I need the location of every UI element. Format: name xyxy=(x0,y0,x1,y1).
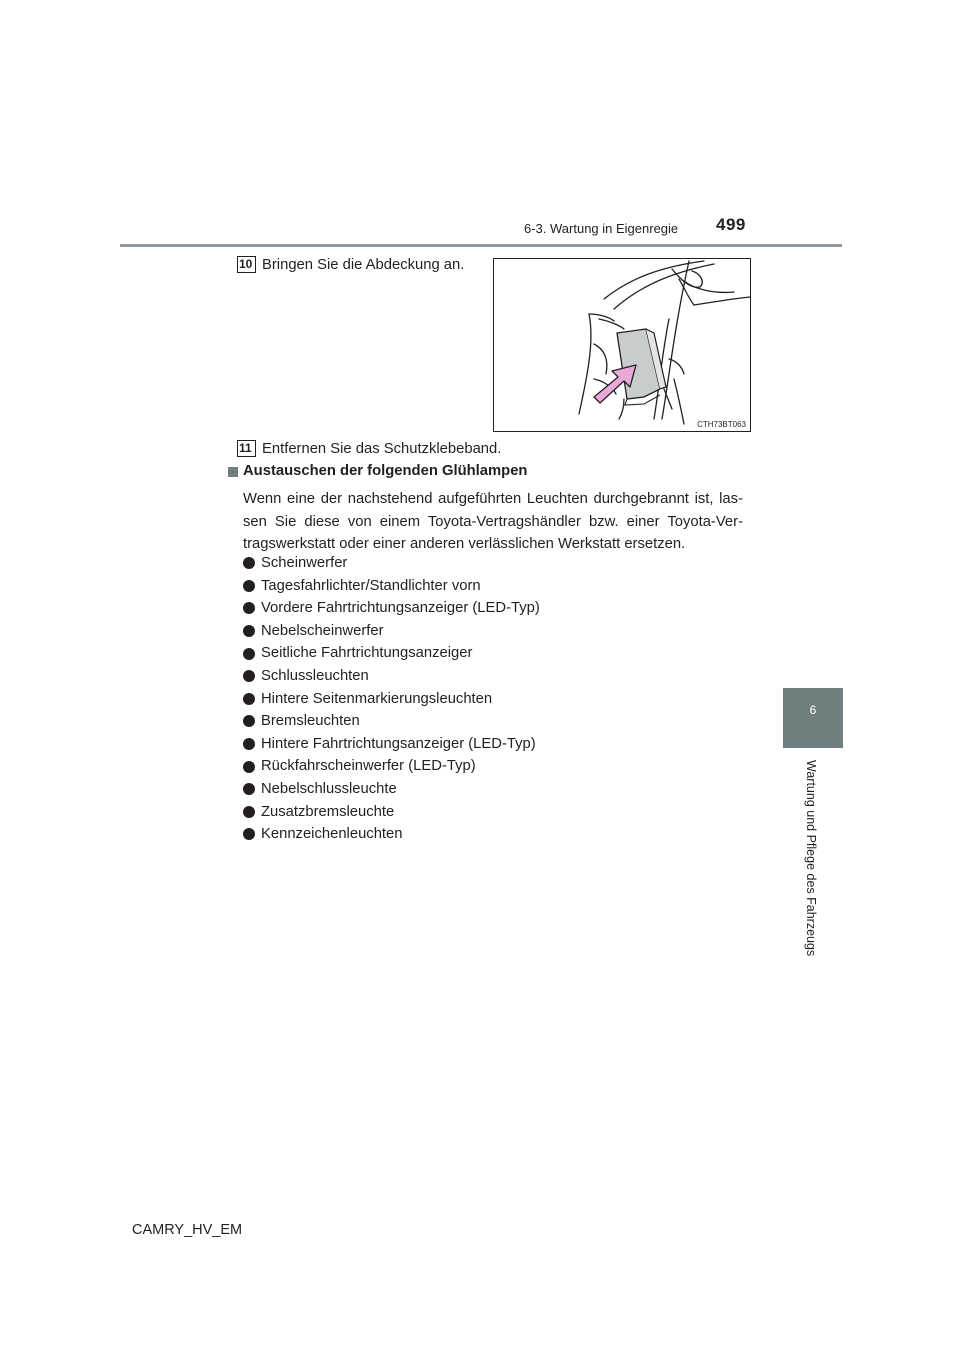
bulb-list xyxy=(243,552,540,846)
bullet-icon xyxy=(243,648,255,660)
section-heading: Austauschen der folgenden Glühlampen xyxy=(243,463,528,479)
bullet-icon xyxy=(243,693,255,705)
chapter-tab xyxy=(783,688,843,748)
list-item-label: Tagesfahrlichter/Standlichter vorn xyxy=(261,577,481,594)
section-marker-icon xyxy=(228,467,238,477)
step-text: Entfernen Sie das Schutzklebeband. xyxy=(262,441,502,457)
list-item-label: Bremsleuchten xyxy=(261,713,360,730)
chapter-title: Wartung und Pflege des Fahrzeugs xyxy=(804,760,818,957)
bullet-icon xyxy=(243,625,255,637)
list-item xyxy=(243,778,540,801)
step-number-badge: 10 xyxy=(237,256,256,273)
paragraph-line: Wenn eine der nachstehend aufgeführten Leuchten durchgebrannt ist, las- xyxy=(243,491,743,507)
paragraph-line: sen Sie diese von einem Toyota-Vertragshändler bzw. einer Toyota-Ver- xyxy=(243,513,743,530)
list-item xyxy=(243,733,540,756)
list-item xyxy=(243,710,540,733)
figure-code: CTH73BT063 xyxy=(697,420,746,429)
list-item xyxy=(243,665,540,688)
list-item xyxy=(243,575,540,598)
bullet-icon xyxy=(243,738,255,750)
page-number: 499 xyxy=(716,215,746,234)
list-item-label: Schlussleuchten xyxy=(261,667,369,684)
step-number-badge: 11 xyxy=(237,440,256,457)
bullet-icon xyxy=(243,761,255,773)
bullet-icon xyxy=(243,602,255,614)
bullet-icon xyxy=(243,828,255,840)
illustration-cover-install xyxy=(493,258,751,432)
list-item xyxy=(243,620,540,643)
bullet-icon xyxy=(243,670,255,682)
list-item-label: Nebelschlussleuchte xyxy=(261,780,397,797)
list-item xyxy=(243,642,540,665)
list-item xyxy=(243,597,540,620)
list-item xyxy=(243,552,540,575)
list-item xyxy=(243,755,540,778)
bullet-icon xyxy=(243,806,255,818)
list-item-label: Kennzeichenleuchten xyxy=(261,826,403,843)
bullet-icon xyxy=(243,557,255,569)
list-item xyxy=(243,801,540,824)
list-item-label: Scheinwerfer xyxy=(261,555,348,571)
list-item-label: Hintere Seitenmarkierungsleuchten xyxy=(261,690,493,707)
list-item-label: Rückfahrscheinwerfer (LED-Typ) xyxy=(261,758,476,775)
header-divider xyxy=(120,244,842,247)
vehicle-rear-illustration xyxy=(494,259,750,431)
bullet-icon xyxy=(243,783,255,795)
list-item-label: Zusatzbremsleuchte xyxy=(261,803,395,820)
step-text: Bringen Sie die Abdeckung an. xyxy=(262,257,465,273)
list-item-label: Hintere Fahrtrichtungsanzeiger (LED-Typ) xyxy=(261,735,536,752)
bullet-icon xyxy=(243,580,255,592)
section-paragraph xyxy=(243,488,743,556)
list-item-label: Nebelscheinwerfer xyxy=(261,622,384,639)
list-item-label: Vordere Fahrtrichtungsanzeiger (LED-Typ) xyxy=(261,600,540,617)
footer-model-code: CAMRY_HV_EM xyxy=(132,1222,243,1238)
paragraph-line: tragswerkstatt oder einer anderen verlässlichen Werkstatt ersetzen. xyxy=(243,536,686,552)
bullet-icon xyxy=(243,715,255,727)
list-item xyxy=(243,688,540,711)
header-section-title: 6-3. Wartung in Eigenregie xyxy=(524,221,679,236)
list-item-label: Seitliche Fahrtrichtungsanzeiger xyxy=(261,645,473,662)
chapter-number: 6 xyxy=(809,703,817,717)
list-item xyxy=(243,823,540,846)
